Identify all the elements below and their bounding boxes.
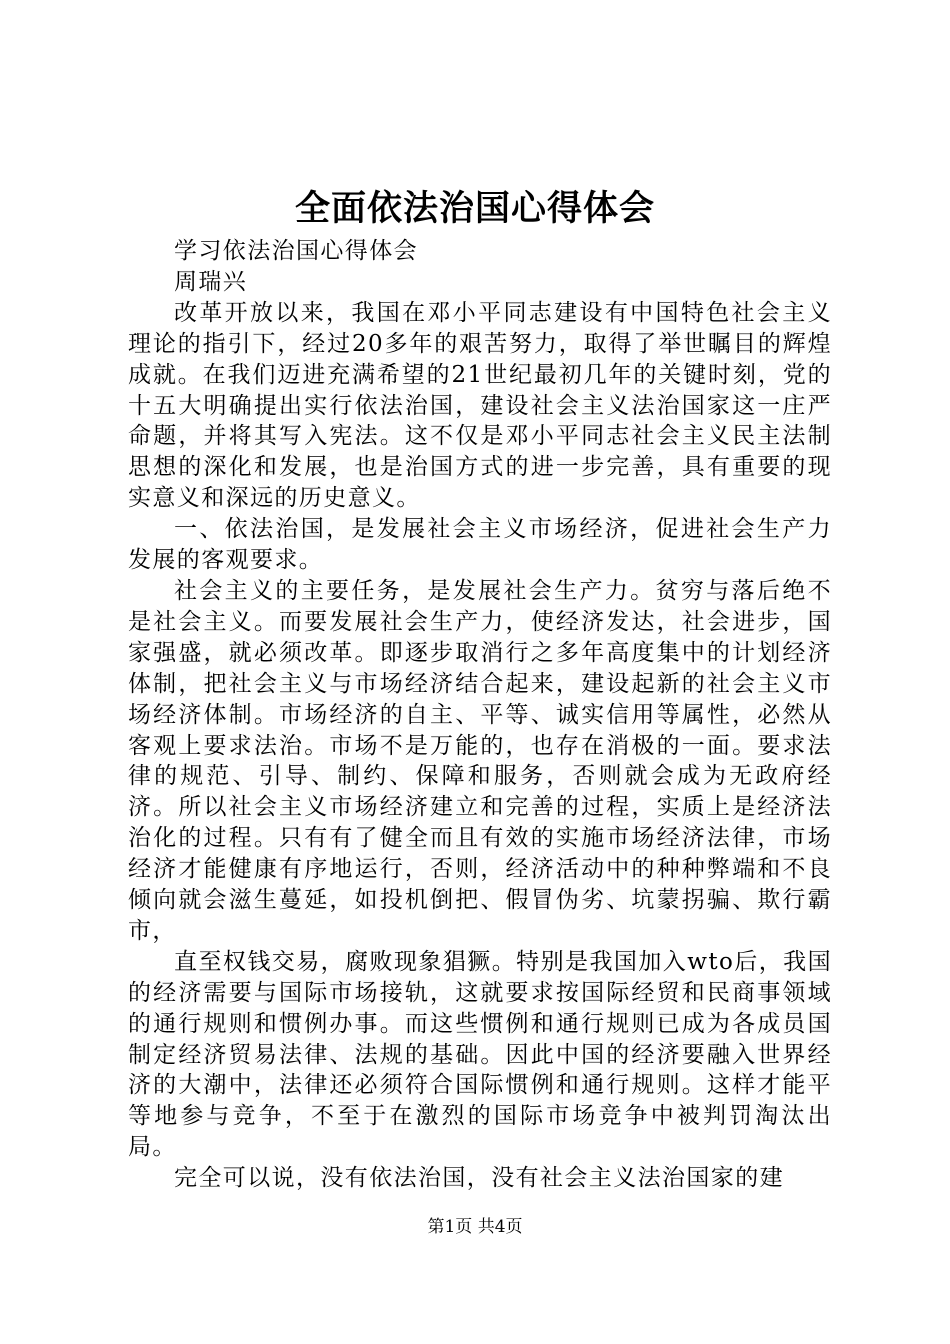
paragraph-heading: 一、依法治国，是发展社会主义市场经济，促进社会生产力发展的客观要求。: [128, 516, 832, 574]
paragraph-subtitle: 学习依法治国心得体会: [174, 238, 418, 264]
paragraph-author: 周瑞兴: [174, 268, 248, 295]
paragraph: 社会主义的主要任务，是发展社会生产力。贫穷与落后绝不是社会主义。而要发展社会生产力，使经济发达，社会进步，国家强盛，就必须改革。即逐步取消行之多年高度集中的计划经济体制，把社会主义与市场经济结合起来，建设起新的社会主义市场经济体制。市场经济的自主、平等、诚实信用等属性，必然从客观上要求法治。市场不是万能的，也存在消极的一面。要求法律的规范、引导、制约、保障和服务，否则就会成为无政府经济。所以社会主义市场经济建立和完善的过程，实质上是经济法治化的过程。只有有了健全而且有效的实施市场经济法律，市场经济才能健康有序地运行，否则，经济活动中的种种弊端和不良倾向就会滋生蔓延，如投机倒把、假冒伪劣、坑蒙拐骗、欺行霸市，: [128, 577, 832, 944]
document-title: 全面依法治国心得体会: [294, 188, 655, 229]
paragraph: 完全可以说，没有依法治国，没有社会主义法治国家的建: [174, 1165, 784, 1192]
paragraph: 直至权钱交易，腐败现象猖獗。特别是我国加入wto后，我国的经济需要与国际市场接轨，这就要求按国际经贸和民商事领域的通行规则和惯例办事。而这些惯例和通行规则已成为各成员国制定经济贸易法律、法规的基础。因此中国的经济要融入世界经济的大潮中，法律还必须符合国际惯例和通行规则。这样才能平等地参与竞争，不至于在激烈的国际市场竞争中被判罚淘汰出局。: [128, 948, 832, 1161]
page-footer: 第1页 共4页: [427, 1217, 523, 1237]
document-body: [128, 236, 832, 1194]
paragraph: 改革开放以来，我国在邓小平同志建设有中国特色社会主义理论的指引下，经过20多年的艰苦努力，取得了举世瞩目的辉煌成就。在我们迈进充满希望的21世纪最初几年的关键时刻，党的十五大明确提出实行依法治国，建设社会主义法治国家这一庄严命题，并将其写入宪法。这不仅是邓小平同志社会主义民主法制思想的深化和发展，也是治国方式的进一步完善，具有重要的现实意义和深远的历史意义。: [128, 299, 832, 512]
